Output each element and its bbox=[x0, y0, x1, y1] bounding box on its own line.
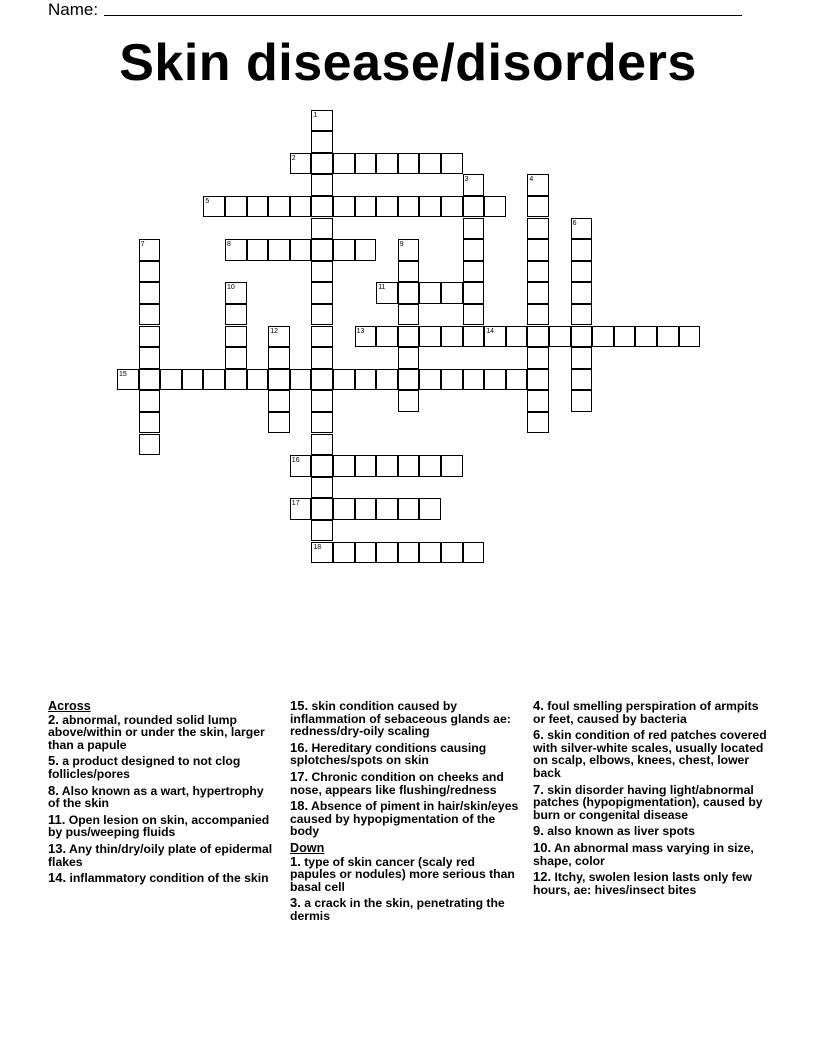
grid-cell[interactable] bbox=[311, 369, 333, 391]
name-label: Name: bbox=[48, 0, 99, 19]
grid-cell[interactable] bbox=[527, 326, 549, 348]
clue-number: 16 bbox=[291, 457, 300, 465]
grid-cell[interactable] bbox=[527, 282, 549, 304]
grid-cell[interactable] bbox=[225, 304, 247, 326]
grid-cell[interactable] bbox=[139, 304, 161, 326]
grid-cell[interactable] bbox=[463, 282, 485, 304]
grid-cell[interactable] bbox=[268, 390, 290, 412]
clue-number: 2. bbox=[48, 711, 59, 727]
down-clue bbox=[533, 839, 768, 868]
grid-cell[interactable] bbox=[311, 261, 333, 283]
grid-cell[interactable] bbox=[506, 326, 528, 348]
grid-cell[interactable] bbox=[355, 542, 377, 564]
grid-cell[interactable] bbox=[398, 261, 420, 283]
across-clue bbox=[290, 768, 522, 797]
grid-cell[interactable] bbox=[398, 282, 420, 304]
grid-cell[interactable] bbox=[225, 326, 247, 348]
grid-cell[interactable] bbox=[419, 326, 441, 348]
across-clue bbox=[48, 811, 276, 840]
down-clue bbox=[533, 729, 768, 779]
grid-cell[interactable] bbox=[441, 196, 463, 218]
clue-column-2 bbox=[290, 700, 522, 927]
grid-cell[interactable] bbox=[139, 412, 161, 434]
grid-cell[interactable] bbox=[311, 174, 333, 196]
across-clue bbox=[290, 800, 522, 838]
clue-number: 5 bbox=[205, 197, 210, 205]
grid-cell[interactable] bbox=[355, 455, 377, 477]
grid-cell[interactable] bbox=[527, 196, 549, 218]
grid-cell[interactable] bbox=[139, 390, 161, 412]
grid-cell[interactable] bbox=[419, 153, 441, 175]
grid-cell[interactable] bbox=[376, 542, 398, 564]
grid-cell[interactable] bbox=[311, 477, 333, 499]
grid-cell[interactable] bbox=[333, 369, 355, 391]
clue-number: 3. bbox=[290, 895, 301, 911]
clue-number: 13. bbox=[48, 840, 67, 856]
grid-cell[interactable] bbox=[398, 542, 420, 564]
across-clue bbox=[48, 755, 276, 780]
across-clue bbox=[48, 711, 276, 752]
clue-number: 9. bbox=[533, 823, 544, 839]
clue-text: type of skin cancer (scaly red papules or nodules) more serious than basal cell bbox=[290, 854, 515, 894]
grid-cell[interactable] bbox=[376, 455, 398, 477]
grid-cell[interactable] bbox=[463, 261, 485, 283]
grid-cell[interactable] bbox=[398, 304, 420, 326]
grid-cell[interactable] bbox=[657, 326, 679, 348]
grid-cell[interactable] bbox=[355, 153, 377, 175]
grid-cell[interactable] bbox=[333, 239, 355, 261]
grid-cell[interactable] bbox=[311, 520, 333, 542]
grid-cell[interactable] bbox=[571, 239, 593, 261]
grid-cell[interactable] bbox=[571, 304, 593, 326]
clue-number: 13 bbox=[356, 327, 365, 335]
grid-cell[interactable] bbox=[225, 369, 247, 391]
grid-cell[interactable] bbox=[290, 369, 312, 391]
clue-text: Absence of piment in hair/skin/eyes caused by hypopigmentation of the body bbox=[290, 799, 519, 839]
clue-number: 2 bbox=[291, 154, 296, 162]
clue-number: 6 bbox=[572, 219, 577, 227]
down-clue bbox=[290, 853, 522, 894]
clue-text: Open lesion on skin, accompanied by pus/weeping fluids bbox=[48, 812, 270, 840]
grid-cell[interactable] bbox=[268, 369, 290, 391]
grid-cell[interactable] bbox=[376, 369, 398, 391]
grid-cell[interactable] bbox=[441, 542, 463, 564]
grid-cell[interactable] bbox=[268, 196, 290, 218]
clue-column-1 bbox=[48, 700, 276, 889]
across-clue bbox=[48, 782, 276, 811]
grid-cell[interactable] bbox=[463, 304, 485, 326]
grid-cell[interactable] bbox=[419, 455, 441, 477]
grid-cell[interactable] bbox=[311, 326, 333, 348]
clue-text: a crack in the skin, penetrating the dermis bbox=[290, 896, 505, 923]
grid-cell[interactable] bbox=[463, 218, 485, 240]
grid-cell[interactable] bbox=[268, 412, 290, 434]
clue-column-3 bbox=[533, 700, 768, 900]
grid-cell[interactable] bbox=[311, 282, 333, 304]
clue-number: 5. bbox=[48, 753, 59, 769]
clue-number: 4 bbox=[529, 176, 534, 184]
grid-cell[interactable] bbox=[441, 455, 463, 477]
down-clue bbox=[533, 871, 768, 896]
grid-cell[interactable] bbox=[398, 498, 420, 520]
grid-cell[interactable] bbox=[419, 282, 441, 304]
grid-cell[interactable] bbox=[311, 196, 333, 218]
grid-cell[interactable] bbox=[311, 434, 333, 456]
grid-cell[interactable] bbox=[225, 347, 247, 369]
grid-cell[interactable] bbox=[247, 369, 269, 391]
grid-cell[interactable] bbox=[527, 390, 549, 412]
grid-cell[interactable] bbox=[182, 369, 204, 391]
clue-number: 18 bbox=[313, 543, 322, 551]
grid-cell[interactable] bbox=[376, 498, 398, 520]
grid-cell[interactable] bbox=[419, 196, 441, 218]
grid-cell[interactable] bbox=[333, 196, 355, 218]
across-heading: Across bbox=[48, 699, 91, 713]
grid-cell[interactable] bbox=[441, 282, 463, 304]
grid-cell[interactable] bbox=[160, 369, 182, 391]
grid-cell[interactable] bbox=[225, 196, 247, 218]
grid-cell[interactable] bbox=[268, 239, 290, 261]
down-clue bbox=[533, 700, 768, 725]
grid-cell[interactable] bbox=[355, 196, 377, 218]
grid-cell[interactable] bbox=[571, 326, 593, 348]
grid-cell[interactable] bbox=[398, 455, 420, 477]
grid-cell[interactable] bbox=[527, 304, 549, 326]
grid-cell[interactable] bbox=[355, 239, 377, 261]
grid-cell[interactable] bbox=[527, 369, 549, 391]
clue-text: Hereditary conditions causing splotches/spots on skin bbox=[290, 740, 487, 768]
grid-cell[interactable] bbox=[333, 455, 355, 477]
clue-number: 10 bbox=[227, 284, 235, 292]
clue-text: skin disorder having light/abnormal patches (hypopigmentation), caused by burn or congenital disease bbox=[533, 782, 763, 822]
grid-cell[interactable] bbox=[311, 390, 333, 412]
clue-number: 1. bbox=[290, 853, 301, 869]
grid-cell[interactable] bbox=[247, 239, 269, 261]
across-clue bbox=[48, 840, 276, 869]
grid-cell[interactable] bbox=[679, 326, 701, 348]
grid-cell[interactable] bbox=[311, 131, 333, 153]
across-clue bbox=[290, 700, 522, 738]
grid-cell[interactable] bbox=[571, 369, 593, 391]
down-clue bbox=[290, 897, 522, 922]
grid-cell[interactable] bbox=[527, 239, 549, 261]
grid-cell[interactable] bbox=[571, 261, 593, 283]
clue-number: 17. bbox=[290, 768, 309, 784]
clue-number: 8 bbox=[227, 241, 231, 249]
grid-cell[interactable] bbox=[635, 326, 657, 348]
grid-cell[interactable] bbox=[355, 369, 377, 391]
grid-cell[interactable] bbox=[592, 326, 614, 348]
grid-cell[interactable] bbox=[311, 498, 333, 520]
grid-cell[interactable] bbox=[398, 369, 420, 391]
clue-text: abnormal, rounded solid lump above/within or under the skin, larger than a papule bbox=[48, 712, 265, 752]
grid-cell[interactable] bbox=[506, 369, 528, 391]
grid-cell[interactable] bbox=[139, 261, 161, 283]
grid-cell[interactable] bbox=[333, 498, 355, 520]
clue-text: skin condition caused by inflammation of sebaceous glands ae: redness/dry-oily scaling bbox=[290, 699, 511, 739]
clue-number: 8. bbox=[48, 782, 59, 798]
grid-cell[interactable] bbox=[311, 455, 333, 477]
clue-text: Any thin/dry/oily plate of epidermal flakes bbox=[48, 841, 273, 869]
grid-cell[interactable] bbox=[376, 153, 398, 175]
clue-number: 15 bbox=[119, 370, 127, 378]
grid-cell[interactable] bbox=[376, 196, 398, 218]
clue-number: 14. bbox=[48, 870, 67, 886]
grid-cell[interactable] bbox=[398, 196, 420, 218]
clue-text: foul smelling perspiration of armpits or feet, caused by bacteria bbox=[533, 699, 759, 726]
grid-cell[interactable] bbox=[614, 326, 636, 348]
grid-cell[interactable] bbox=[441, 369, 463, 391]
down-heading: Down bbox=[290, 840, 325, 855]
across-clue bbox=[290, 739, 522, 768]
grid-cell[interactable] bbox=[139, 347, 161, 369]
grid-cell[interactable] bbox=[484, 196, 506, 218]
grid-cell[interactable] bbox=[549, 326, 571, 348]
grid-cell[interactable] bbox=[333, 153, 355, 175]
grid-cell[interactable] bbox=[419, 542, 441, 564]
grid-cell[interactable] bbox=[203, 369, 225, 391]
grid-cell[interactable] bbox=[484, 369, 506, 391]
grid-cell[interactable] bbox=[527, 412, 549, 434]
clue-number: 4. bbox=[533, 698, 544, 713]
grid-cell[interactable] bbox=[441, 326, 463, 348]
down-clue bbox=[533, 781, 768, 822]
grid-cell[interactable] bbox=[419, 498, 441, 520]
clue-number: 12 bbox=[270, 327, 278, 335]
clue-number: 16. bbox=[290, 739, 309, 755]
clue-number: 17 bbox=[291, 500, 300, 508]
grid-cell[interactable] bbox=[139, 434, 161, 456]
grid-cell[interactable] bbox=[376, 326, 398, 348]
grid-cell[interactable] bbox=[311, 218, 333, 240]
page-title: Skin disease/disorders bbox=[119, 34, 697, 92]
across-clue bbox=[48, 872, 276, 885]
grid-cell[interactable] bbox=[527, 218, 549, 240]
grid-cell[interactable] bbox=[463, 542, 485, 564]
clue-number: 9 bbox=[399, 241, 404, 249]
grid-cell[interactable] bbox=[139, 369, 161, 391]
clue-number: 11 bbox=[378, 284, 386, 292]
grid-cell[interactable] bbox=[311, 153, 333, 175]
grid-cell[interactable] bbox=[398, 326, 420, 348]
grid-cell[interactable] bbox=[571, 347, 593, 369]
clue-text: Also known as a wart, hypertrophy of the skin bbox=[48, 783, 264, 811]
clue-text: a product designed to not clog follicles/pores bbox=[48, 754, 241, 781]
clue-number: 7. bbox=[533, 781, 544, 797]
clue-text: Chronic condition on cheeks and nose, appears like flushing/redness bbox=[290, 769, 504, 797]
clue-number: 7 bbox=[140, 241, 145, 249]
grid-cell[interactable] bbox=[355, 498, 377, 520]
grid-cell[interactable] bbox=[419, 369, 441, 391]
clue-text: An abnormal mass varying in size, shape, color bbox=[533, 840, 754, 868]
clue-text: skin condition of red patches covered with silver-white scales, usually located on scalp, elbows, knees, chest, lower back bbox=[533, 728, 767, 780]
clue-number: 14 bbox=[486, 327, 494, 335]
clue-number: 11. bbox=[48, 811, 66, 827]
grid-cell[interactable] bbox=[290, 239, 312, 261]
grid-cell[interactable] bbox=[463, 239, 485, 261]
clue-number: 6. bbox=[533, 727, 544, 743]
grid-cell[interactable] bbox=[463, 326, 485, 348]
grid-cell[interactable] bbox=[290, 196, 312, 218]
grid-cell[interactable] bbox=[398, 390, 420, 412]
grid-cell[interactable] bbox=[527, 347, 549, 369]
grid-cell[interactable] bbox=[527, 261, 549, 283]
grid-cell[interactable] bbox=[398, 153, 420, 175]
clue-text: also known as liver spots bbox=[543, 824, 695, 839]
clue-number: 18. bbox=[290, 798, 309, 814]
clue-text: Itchy, swolen lesion lasts only few hours, ae: hives/insect bites bbox=[533, 870, 752, 897]
grid-cell[interactable] bbox=[571, 282, 593, 304]
clue-text: inflammatory condition of the skin bbox=[66, 871, 269, 886]
grid-cell[interactable] bbox=[463, 196, 485, 218]
grid-cell[interactable] bbox=[398, 347, 420, 369]
clue-number: 1 bbox=[313, 111, 318, 119]
grid-cell[interactable] bbox=[311, 347, 333, 369]
grid-cell[interactable] bbox=[139, 282, 161, 304]
grid-cell[interactable] bbox=[311, 412, 333, 434]
grid-cell[interactable] bbox=[571, 390, 593, 412]
clue-number: 12. bbox=[533, 869, 552, 885]
down-clue bbox=[533, 825, 768, 838]
grid-cell[interactable] bbox=[311, 304, 333, 326]
grid-cell[interactable] bbox=[441, 153, 463, 175]
grid-cell[interactable] bbox=[333, 542, 355, 564]
grid-cell[interactable] bbox=[247, 196, 269, 218]
clue-number: 10. bbox=[533, 839, 552, 855]
grid-cell[interactable] bbox=[139, 326, 161, 348]
grid-cell[interactable] bbox=[463, 369, 485, 391]
clue-number: 15. bbox=[290, 698, 309, 713]
grid-cell[interactable] bbox=[311, 239, 333, 261]
grid-cell[interactable] bbox=[268, 347, 290, 369]
clue-number: 3 bbox=[464, 176, 469, 184]
